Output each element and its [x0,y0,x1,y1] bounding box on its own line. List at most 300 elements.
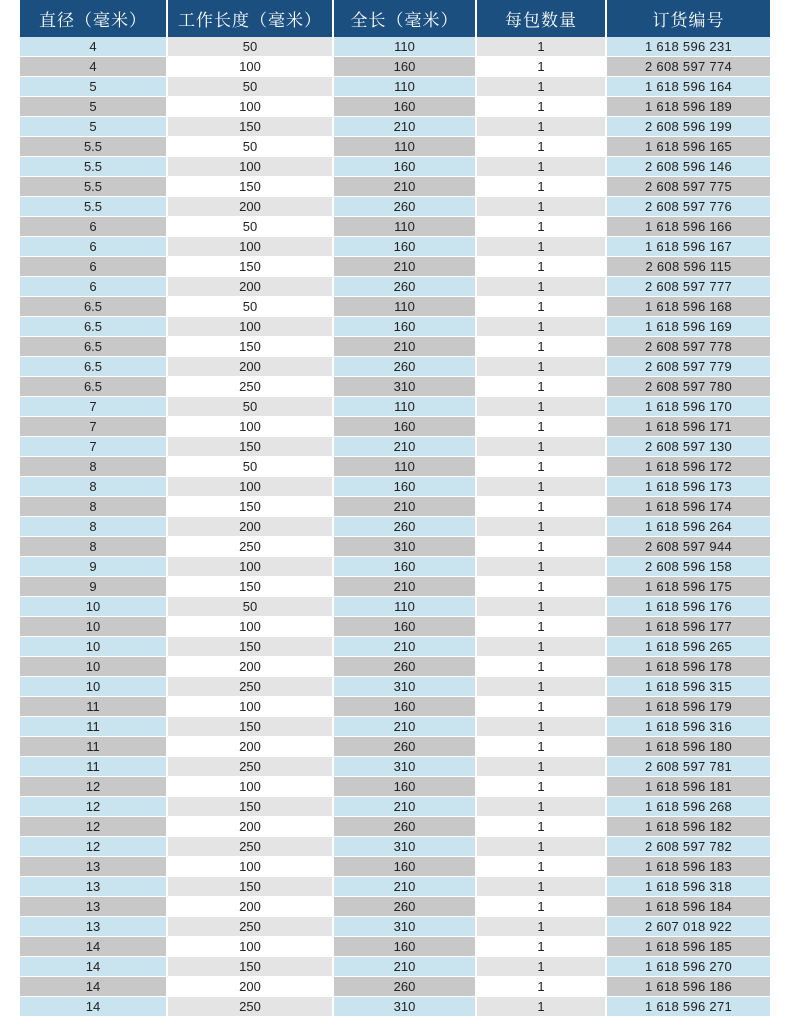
cell-pack-quantity: 1 [475,297,605,317]
cell-pack-quantity: 1 [475,577,605,597]
header-pack-quantity: 每包数量 [475,0,605,37]
cell-pack-quantity: 1 [475,177,605,197]
cell-diameter: 6 [20,217,166,237]
cell-pack-quantity: 1 [475,797,605,817]
table-row [20,397,770,417]
cell-order-number: 1 618 596 169 [605,317,770,337]
cell-diameter: 6.5 [20,297,166,317]
cell-diameter: 14 [20,937,166,957]
table-row [20,597,770,617]
cell-diameter: 14 [20,997,166,1017]
cell-total-length: 160 [332,57,475,77]
cell-working-length: 100 [166,97,332,117]
cell-total-length: 260 [332,357,475,377]
cell-total-length: 160 [332,417,475,437]
cell-diameter: 13 [20,917,166,937]
cell-working-length: 100 [166,57,332,77]
cell-diameter: 7 [20,417,166,437]
header-row [20,0,770,37]
cell-pack-quantity: 1 [475,637,605,657]
cell-total-length: 260 [332,277,475,297]
cell-diameter: 8 [20,517,166,537]
cell-pack-quantity: 1 [475,117,605,137]
cell-order-number: 1 618 596 186 [605,977,770,997]
cell-working-length: 50 [166,37,332,57]
cell-total-length: 210 [332,257,475,277]
cell-working-length: 150 [166,577,332,597]
cell-diameter: 13 [20,857,166,877]
table-row [20,697,770,717]
cell-diameter: 10 [20,617,166,637]
cell-working-length: 50 [166,217,332,237]
cell-working-length: 150 [166,957,332,977]
table-row [20,757,770,777]
cell-order-number: 2 608 597 781 [605,757,770,777]
cell-total-length: 160 [332,617,475,637]
cell-order-number: 1 618 596 270 [605,957,770,977]
cell-total-length: 210 [332,117,475,137]
cell-diameter: 12 [20,777,166,797]
cell-working-length: 100 [166,417,332,437]
cell-diameter: 7 [20,437,166,457]
cell-diameter: 6 [20,257,166,277]
cell-pack-quantity: 1 [475,377,605,397]
cell-diameter: 14 [20,957,166,977]
table-header [20,0,770,37]
cell-pack-quantity: 1 [475,997,605,1017]
cell-diameter: 5 [20,117,166,137]
cell-working-length: 150 [166,877,332,897]
cell-diameter: 6.5 [20,357,166,377]
cell-order-number: 1 618 596 174 [605,497,770,517]
cell-total-length: 310 [332,837,475,857]
cell-working-length: 200 [166,977,332,997]
cell-working-length: 100 [166,317,332,337]
cell-total-length: 210 [332,497,475,517]
cell-diameter: 6 [20,237,166,257]
cell-order-number: 1 618 596 175 [605,577,770,597]
cell-order-number: 1 618 596 231 [605,37,770,57]
cell-total-length: 310 [332,677,475,697]
cell-order-number: 2 608 597 130 [605,437,770,457]
cell-total-length: 210 [332,577,475,597]
cell-total-length: 210 [332,877,475,897]
cell-order-number: 1 618 596 178 [605,657,770,677]
cell-order-number: 1 618 596 177 [605,617,770,637]
cell-total-length: 160 [332,317,475,337]
cell-diameter: 11 [20,757,166,777]
cell-order-number: 1 618 596 181 [605,777,770,797]
cell-pack-quantity: 1 [475,617,605,637]
cell-working-length: 150 [166,337,332,357]
header-total-length: 全长（毫米） [332,0,475,37]
cell-pack-quantity: 1 [475,837,605,857]
cell-working-length: 250 [166,757,332,777]
cell-working-length: 150 [166,637,332,657]
cell-total-length: 110 [332,217,475,237]
cell-order-number: 2 608 597 782 [605,837,770,857]
cell-diameter: 11 [20,717,166,737]
table-row [20,257,770,277]
cell-diameter: 8 [20,477,166,497]
cell-pack-quantity: 1 [475,777,605,797]
table-row [20,837,770,857]
cell-pack-quantity: 1 [475,737,605,757]
cell-order-number: 1 618 596 179 [605,697,770,717]
cell-working-length: 200 [166,357,332,377]
cell-working-length: 100 [166,557,332,577]
cell-order-number: 2 608 597 777 [605,277,770,297]
cell-diameter: 9 [20,557,166,577]
cell-diameter: 11 [20,697,166,717]
cell-pack-quantity: 1 [475,137,605,157]
cell-diameter: 12 [20,837,166,857]
cell-order-number: 2 608 596 199 [605,117,770,137]
table-row [20,557,770,577]
cell-diameter: 4 [20,37,166,57]
cell-total-length: 210 [332,337,475,357]
cell-working-length: 200 [166,197,332,217]
table-row [20,157,770,177]
cell-order-number: 2 608 597 776 [605,197,770,217]
cell-total-length: 310 [332,757,475,777]
cell-order-number: 1 618 596 318 [605,877,770,897]
cell-total-length: 110 [332,77,475,97]
cell-pack-quantity: 1 [475,817,605,837]
cell-total-length: 160 [332,477,475,497]
table-row [20,817,770,837]
cell-total-length: 110 [332,597,475,617]
cell-working-length: 200 [166,737,332,757]
cell-pack-quantity: 1 [475,697,605,717]
cell-total-length: 160 [332,557,475,577]
cell-total-length: 310 [332,537,475,557]
cell-pack-quantity: 1 [475,57,605,77]
cell-working-length: 150 [166,177,332,197]
table-row [20,717,770,737]
cell-order-number: 2 608 597 774 [605,57,770,77]
cell-total-length: 210 [332,437,475,457]
cell-order-number: 1 618 596 185 [605,937,770,957]
cell-order-number: 1 618 596 189 [605,97,770,117]
cell-diameter: 9 [20,577,166,597]
table-row [20,637,770,657]
cell-total-length: 160 [332,157,475,177]
cell-working-length: 250 [166,997,332,1017]
table-row [20,917,770,937]
header-order-number: 订货编号 [605,0,770,37]
table-row [20,897,770,917]
table-row [20,297,770,317]
cell-diameter: 8 [20,537,166,557]
cell-pack-quantity: 1 [475,757,605,777]
table-body [20,37,770,1017]
cell-pack-quantity: 1 [475,517,605,537]
cell-total-length: 110 [332,137,475,157]
cell-diameter: 7 [20,397,166,417]
table-row [20,137,770,157]
cell-pack-quantity: 1 [475,477,605,497]
cell-total-length: 160 [332,857,475,877]
cell-working-length: 250 [166,537,332,557]
cell-working-length: 100 [166,477,332,497]
table-row [20,957,770,977]
cell-pack-quantity: 1 [475,877,605,897]
cell-pack-quantity: 1 [475,457,605,477]
cell-total-length: 110 [332,457,475,477]
cell-order-number: 1 618 596 172 [605,457,770,477]
table-row [20,77,770,97]
cell-order-number: 1 618 596 184 [605,897,770,917]
cell-order-number: 1 618 596 182 [605,817,770,837]
cell-order-number: 2 608 596 115 [605,257,770,277]
cell-diameter: 5.5 [20,137,166,157]
cell-total-length: 110 [332,37,475,57]
table-row [20,657,770,677]
cell-order-number: 1 618 596 166 [605,217,770,237]
cell-order-number: 2 608 597 778 [605,337,770,357]
cell-total-length: 260 [332,977,475,997]
cell-total-length: 260 [332,897,475,917]
cell-order-number: 1 618 596 180 [605,737,770,757]
cell-working-length: 100 [166,237,332,257]
product-table [20,0,770,1017]
cell-working-length: 200 [166,657,332,677]
table-row [20,797,770,817]
table-row [20,37,770,57]
cell-pack-quantity: 1 [475,857,605,877]
cell-order-number: 1 618 596 316 [605,717,770,737]
table-row [20,277,770,297]
cell-pack-quantity: 1 [475,317,605,337]
cell-total-length: 260 [332,197,475,217]
cell-diameter: 5 [20,77,166,97]
cell-working-length: 50 [166,457,332,477]
cell-working-length: 100 [166,697,332,717]
table-row [20,177,770,197]
cell-pack-quantity: 1 [475,237,605,257]
table-row [20,737,770,757]
cell-pack-quantity: 1 [475,257,605,277]
cell-working-length: 100 [166,937,332,957]
cell-order-number: 2 608 597 779 [605,357,770,377]
cell-diameter: 5 [20,97,166,117]
cell-order-number: 1 618 596 173 [605,477,770,497]
cell-working-length: 200 [166,897,332,917]
cell-order-number: 2 608 597 780 [605,377,770,397]
table-row [20,937,770,957]
cell-working-length: 50 [166,397,332,417]
cell-order-number: 1 618 596 264 [605,517,770,537]
cell-diameter: 8 [20,457,166,477]
table-row [20,437,770,457]
table-row [20,617,770,637]
cell-total-length: 260 [332,517,475,537]
cell-working-length: 250 [166,917,332,937]
cell-order-number: 1 618 596 168 [605,297,770,317]
cell-pack-quantity: 1 [475,597,605,617]
cell-diameter: 5.5 [20,157,166,177]
cell-working-length: 250 [166,837,332,857]
table-row [20,117,770,137]
cell-total-length: 210 [332,797,475,817]
cell-pack-quantity: 1 [475,977,605,997]
cell-pack-quantity: 1 [475,357,605,377]
cell-working-length: 100 [166,617,332,637]
table-row [20,57,770,77]
cell-working-length: 50 [166,137,332,157]
table-row [20,477,770,497]
cell-pack-quantity: 1 [475,337,605,357]
table-row [20,317,770,337]
cell-diameter: 11 [20,737,166,757]
cell-working-length: 150 [166,497,332,517]
cell-order-number: 2 608 596 158 [605,557,770,577]
table-row [20,337,770,357]
cell-pack-quantity: 1 [475,657,605,677]
cell-pack-quantity: 1 [475,397,605,417]
table-row [20,197,770,217]
table-row [20,517,770,537]
cell-total-length: 260 [332,657,475,677]
cell-total-length: 260 [332,737,475,757]
cell-total-length: 160 [332,97,475,117]
table-row [20,497,770,517]
cell-pack-quantity: 1 [475,557,605,577]
cell-working-length: 200 [166,817,332,837]
table-row [20,237,770,257]
cell-order-number: 1 618 596 164 [605,77,770,97]
cell-total-length: 210 [332,637,475,657]
table-row [20,877,770,897]
table-row [20,217,770,237]
cell-total-length: 160 [332,697,475,717]
table-row [20,97,770,117]
cell-total-length: 260 [332,817,475,837]
cell-diameter: 8 [20,497,166,517]
cell-pack-quantity: 1 [475,277,605,297]
cell-pack-quantity: 1 [475,897,605,917]
cell-order-number: 1 618 596 165 [605,137,770,157]
cell-diameter: 6 [20,277,166,297]
cell-diameter: 13 [20,877,166,897]
cell-working-length: 200 [166,277,332,297]
cell-working-length: 50 [166,77,332,97]
table-row [20,997,770,1017]
cell-total-length: 160 [332,237,475,257]
cell-order-number: 1 618 596 183 [605,857,770,877]
cell-total-length: 310 [332,917,475,937]
cell-total-length: 160 [332,937,475,957]
cell-pack-quantity: 1 [475,497,605,517]
cell-pack-quantity: 1 [475,957,605,977]
cell-order-number: 1 618 596 265 [605,637,770,657]
cell-pack-quantity: 1 [475,717,605,737]
cell-order-number: 2 608 597 944 [605,537,770,557]
table-row [20,357,770,377]
cell-working-length: 150 [166,717,332,737]
product-table-container [20,0,770,1017]
cell-diameter: 4 [20,57,166,77]
cell-total-length: 210 [332,717,475,737]
cell-total-length: 310 [332,997,475,1017]
cell-pack-quantity: 1 [475,37,605,57]
cell-pack-quantity: 1 [475,197,605,217]
header-working-length: 工作长度（毫米） [166,0,332,37]
cell-diameter: 10 [20,637,166,657]
cell-diameter: 6.5 [20,317,166,337]
cell-working-length: 150 [166,437,332,457]
table-row [20,417,770,437]
cell-pack-quantity: 1 [475,917,605,937]
cell-working-length: 50 [166,297,332,317]
cell-pack-quantity: 1 [475,537,605,557]
cell-pack-quantity: 1 [475,417,605,437]
cell-order-number: 1 618 596 176 [605,597,770,617]
cell-total-length: 160 [332,777,475,797]
cell-working-length: 150 [166,797,332,817]
cell-working-length: 100 [166,777,332,797]
cell-pack-quantity: 1 [475,937,605,957]
header-diameter: 直径（毫米） [20,0,166,37]
cell-pack-quantity: 1 [475,97,605,117]
cell-pack-quantity: 1 [475,217,605,237]
table-row [20,857,770,877]
cell-diameter: 6.5 [20,377,166,397]
cell-total-length: 210 [332,957,475,977]
cell-working-length: 150 [166,117,332,137]
table-row [20,677,770,697]
cell-working-length: 150 [166,257,332,277]
cell-total-length: 310 [332,377,475,397]
cell-pack-quantity: 1 [475,157,605,177]
cell-order-number: 1 618 596 167 [605,237,770,257]
cell-working-length: 250 [166,377,332,397]
table-row [20,537,770,557]
cell-working-length: 100 [166,157,332,177]
table-row [20,777,770,797]
cell-order-number: 1 618 596 271 [605,997,770,1017]
cell-order-number: 1 618 596 315 [605,677,770,697]
cell-pack-quantity: 1 [475,437,605,457]
cell-diameter: 10 [20,597,166,617]
cell-order-number: 2 607 018 922 [605,917,770,937]
cell-order-number: 1 618 596 268 [605,797,770,817]
cell-diameter: 13 [20,897,166,917]
cell-order-number: 1 618 596 170 [605,397,770,417]
cell-working-length: 200 [166,517,332,537]
cell-diameter: 12 [20,817,166,837]
cell-working-length: 100 [166,857,332,877]
cell-diameter: 14 [20,977,166,997]
cell-diameter: 10 [20,657,166,677]
cell-total-length: 110 [332,297,475,317]
cell-pack-quantity: 1 [475,677,605,697]
cell-order-number: 2 608 596 146 [605,157,770,177]
table-row [20,577,770,597]
table-row [20,977,770,997]
cell-order-number: 1 618 596 171 [605,417,770,437]
cell-order-number: 2 608 597 775 [605,177,770,197]
cell-working-length: 50 [166,597,332,617]
cell-diameter: 12 [20,797,166,817]
cell-working-length: 250 [166,677,332,697]
cell-diameter: 10 [20,677,166,697]
cell-total-length: 110 [332,397,475,417]
table-row [20,457,770,477]
cell-pack-quantity: 1 [475,77,605,97]
cell-diameter: 5.5 [20,197,166,217]
